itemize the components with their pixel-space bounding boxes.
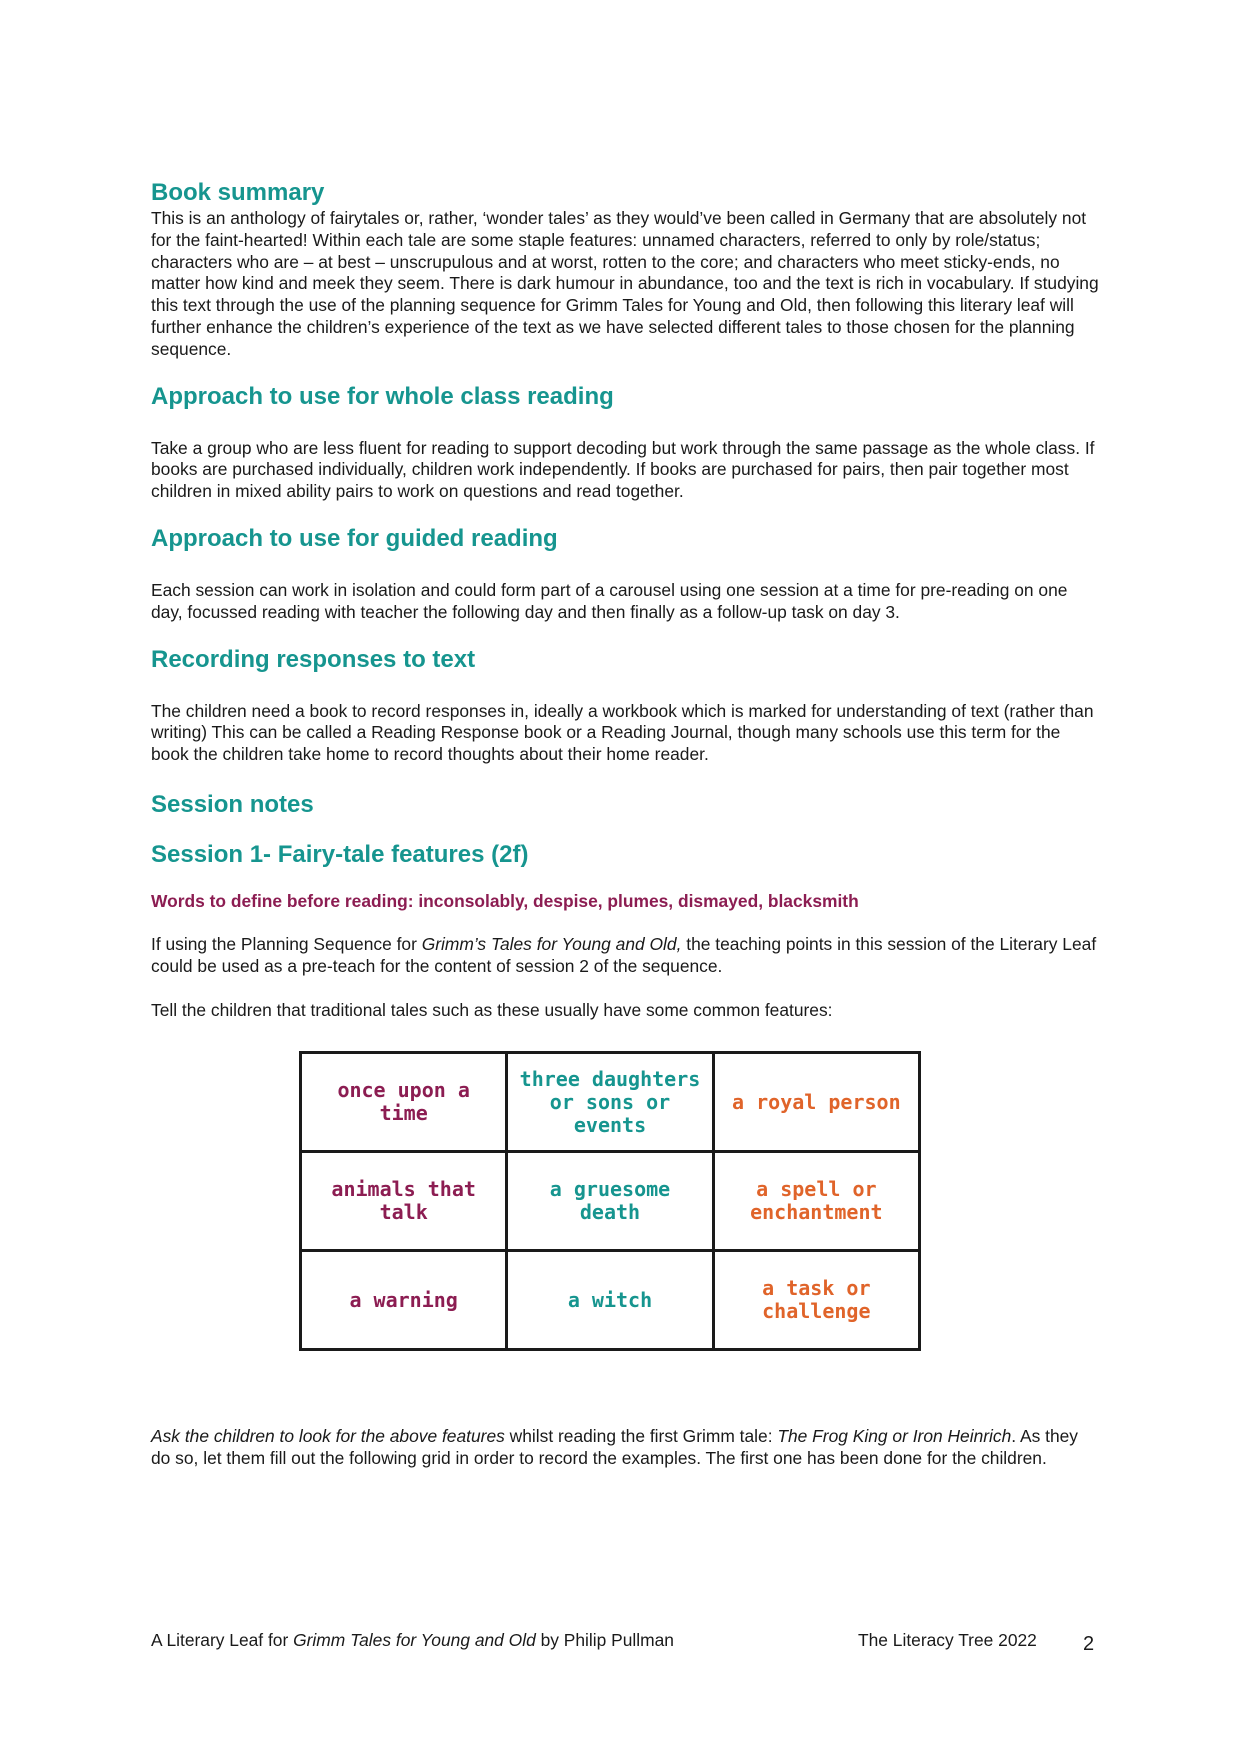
feature-cell: once upon a time xyxy=(301,1053,507,1152)
page-number: 2 xyxy=(1083,1633,1095,1655)
feature-cell: a spell or enchantment xyxy=(713,1152,919,1251)
feature-cell: a gruesome death xyxy=(507,1152,713,1251)
feature-cell: a witch xyxy=(507,1251,713,1350)
session1-para1: If using the Planning Sequence for Grimm’s Tales for Young and Old, the teaching points in this session of the Literary Leaf could be used as a pre-teach for the content of session 2 of the sequence. xyxy=(151,933,1097,976)
features-grid xyxy=(299,1051,1101,1351)
feature-cell: a task or challenge xyxy=(713,1251,919,1350)
features-row xyxy=(301,1251,920,1350)
feature-cell: a warning xyxy=(301,1251,507,1350)
session1-heading: Session 1- Fairy-tale features (2f) xyxy=(151,840,529,868)
words-to-define: Words to define before reading: inconsolably, despise, plumes, dismayed, blacksmith xyxy=(151,890,859,911)
guided-reading-text: Each session can work in isolation and could form part of a carousel using one session at a time for pre-reading on one day, focussed reading with teacher the following day and then finally as a follow-up task on day 3. xyxy=(151,579,1068,622)
session-notes-heading: Session notes xyxy=(151,790,314,818)
whole-class-text: Take a group who are less fluent for reading to support decoding but work through the same passage as the whole class. If books are purchased individually, children work independently. If books are purchased for pairs, then pair together most children in mixed ability pairs to work on questions and read together. xyxy=(151,437,1095,502)
book-summary-heading: Book summary xyxy=(151,179,325,206)
page-content xyxy=(151,178,1101,1470)
book-summary-text: This is an anthology of fairytales or, rather, ‘wonder tales’ as they would’ve been called in Germany that are absolutely not for the faint-hearted! Within each tale are some staple features: unnamed characters, referred to only by role/status; characters who are – at best – unscrupulous and at worst, rotten to the core; and characters who meet sticky-ends, no matter how kind and meek they seem. There is dark humour in abundance, too and the text is rich in vocabulary. If studying this text through the use of the planning sequence for Grimm Tales for Young and Old, then following this literary leaf will further enhance the children’s experience of the text as we have selected different tales to those chosen for the planning sequence. xyxy=(151,208,1099,359)
session1-para3: Ask the children to look for the above features whilst reading the first Grimm tale: The Frog King or Iron Heinrich. As they do so, let them fill out the following grid in order to record the examples. The first one has been done for the children. xyxy=(151,1426,1078,1469)
footer-publisher: The Literacy Tree 2022 xyxy=(858,1630,1037,1650)
recording-text: The children need a book to record responses in, ideally a workbook which is marked for understanding of text (rather than writing) This can be called a Reading Response book or a Reading Journal, though many schools use this term for the book the children take home to record thoughts about their home reader. xyxy=(151,700,1094,765)
recording-heading: Recording responses to text xyxy=(151,645,476,673)
whole-class-heading: Approach to use for whole class reading xyxy=(151,382,614,410)
features-row xyxy=(301,1053,920,1152)
session1-para2: Tell the children that traditional tales such as these usually have some common features: xyxy=(151,999,833,1020)
feature-cell: a royal person xyxy=(713,1053,919,1152)
guided-reading-heading: Approach to use for guided reading xyxy=(151,524,558,552)
features-row xyxy=(301,1152,920,1251)
feature-cell: animals that talk xyxy=(301,1152,507,1251)
feature-cell: three daughters or sons or events xyxy=(507,1053,713,1152)
footer-title: A Literary Leaf for Grimm Tales for Young and Old by Philip Pullman xyxy=(151,1630,674,1650)
